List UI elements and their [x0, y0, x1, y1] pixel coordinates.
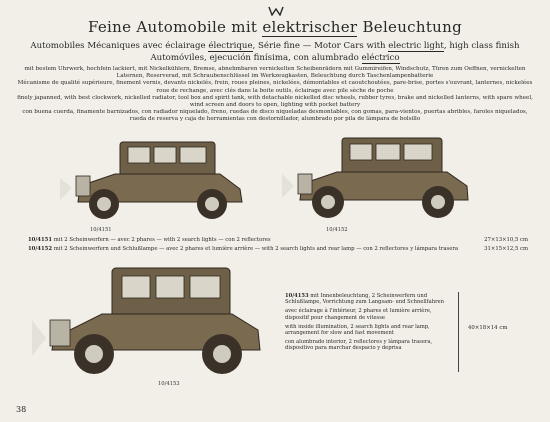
item-code: 10/4151	[28, 237, 53, 243]
page-title: Feine Automobile mit elektrischer Beleuchtung	[87, 18, 462, 36]
car-image-4151	[60, 134, 260, 224]
subtitle-line-2: Automóviles, ejecución finísima, con alumbrado eléctrico	[150, 53, 400, 63]
subtitle-line-1: Automobiles Mécaniques avec éclairage électrique, Série fine — Motor Cars with electric light, high class finish	[30, 41, 520, 51]
item-description-de: mit Innenbeleuchtung, 2 Scheinwerfern und Schlußlampe, Vorrichtung zum Langsam- und Schnellfahren	[285, 293, 444, 306]
brace-divider	[458, 292, 465, 372]
page-number: 38	[16, 405, 27, 414]
item-dimensions: 40×18×14 cm	[468, 325, 508, 331]
car-image-4152	[282, 128, 482, 223]
description-block	[14, 66, 536, 124]
spec-row-4151	[28, 237, 528, 243]
item-description-es: con alumbrado interior, 2 reflectores y lámpara trasera, dispositivo para marchar despacio y deprisa	[285, 339, 433, 352]
spec-block-4153	[285, 293, 455, 352]
description-fr: Mécanisme de qualité supérieure, finement vernis, devants nickelés, frein, roues pleines, nickelées, démontables et caoutchoutées, pare-brise, portes s'ouvrant, lanternes, nickelées roue de rechange, avec clés dans la boite outils, éclairage avec pile sèche de poche	[17, 80, 533, 94]
car-caption: 10/4152	[326, 227, 348, 233]
item-description: mit 2 Scheinwerfern und Schlußlampe — avec 2 phares et lumière arrière — with 2 search lights and rear lamp — con 2 reflectores y lámpara trasera	[53, 246, 459, 252]
brand-logo	[268, 6, 284, 16]
car-caption: 10/4153	[158, 381, 180, 387]
item-code: 10/4153	[285, 293, 309, 299]
spec-row-4152	[28, 246, 528, 252]
description-de: mit bestem Uhrwerk, hochfein lackiert, mit Nickelkühlern, Bremse, abnehmbaren vernickelten Scheibenrädern mit Gummireifen, Windschutz, Türen zum Oeffnen, vernickelten Laternen, Reserverad, mit Schraubenschlüssel im Werkzeugkasten, Beleuchtung durch Taschenlampenbatterie	[24, 66, 526, 80]
item-code: 10/4152	[28, 246, 53, 252]
item-dimensions: 31×15×12,5 cm	[484, 246, 528, 252]
description-en: finely japanned, with best clockwork, nickelled radiator, tool box and spirit tank, with detachable nickelled disc wheels, rubber tyres, brake and nickelled lanterns, with spare wheel, wind screen and doors to open, lighting with pocket battery	[17, 94, 533, 109]
car-caption: 10/4151	[90, 227, 112, 233]
item-description-en: with inside illumination, 2 search lights and rear lamp, arrangement for slow and fast movement	[285, 323, 430, 337]
car-image-4153	[32, 258, 272, 378]
item-description: mit 2 Scheinwerfern — avec 2 phares — with 2 search lights — con 2 reflectores	[53, 237, 271, 243]
item-dimensions: 27×13×10,5 cm	[484, 237, 528, 243]
description-es: con buena cuerda, finamente barnizados, con radiador niquelado, freno, ruedas de disco niqueladas desmontables, con gomas, para-vientos, puertas abribles, faroles niquelados, rueda de reserva y caja de herramientas con destornillador, alumbrado por pila de lámpara de bolsillo	[22, 109, 528, 123]
item-description-fr: avec éclairage à l'intérieur, 2 phares et lumière arrière, dispositif pour changement de vitesse	[285, 308, 432, 321]
